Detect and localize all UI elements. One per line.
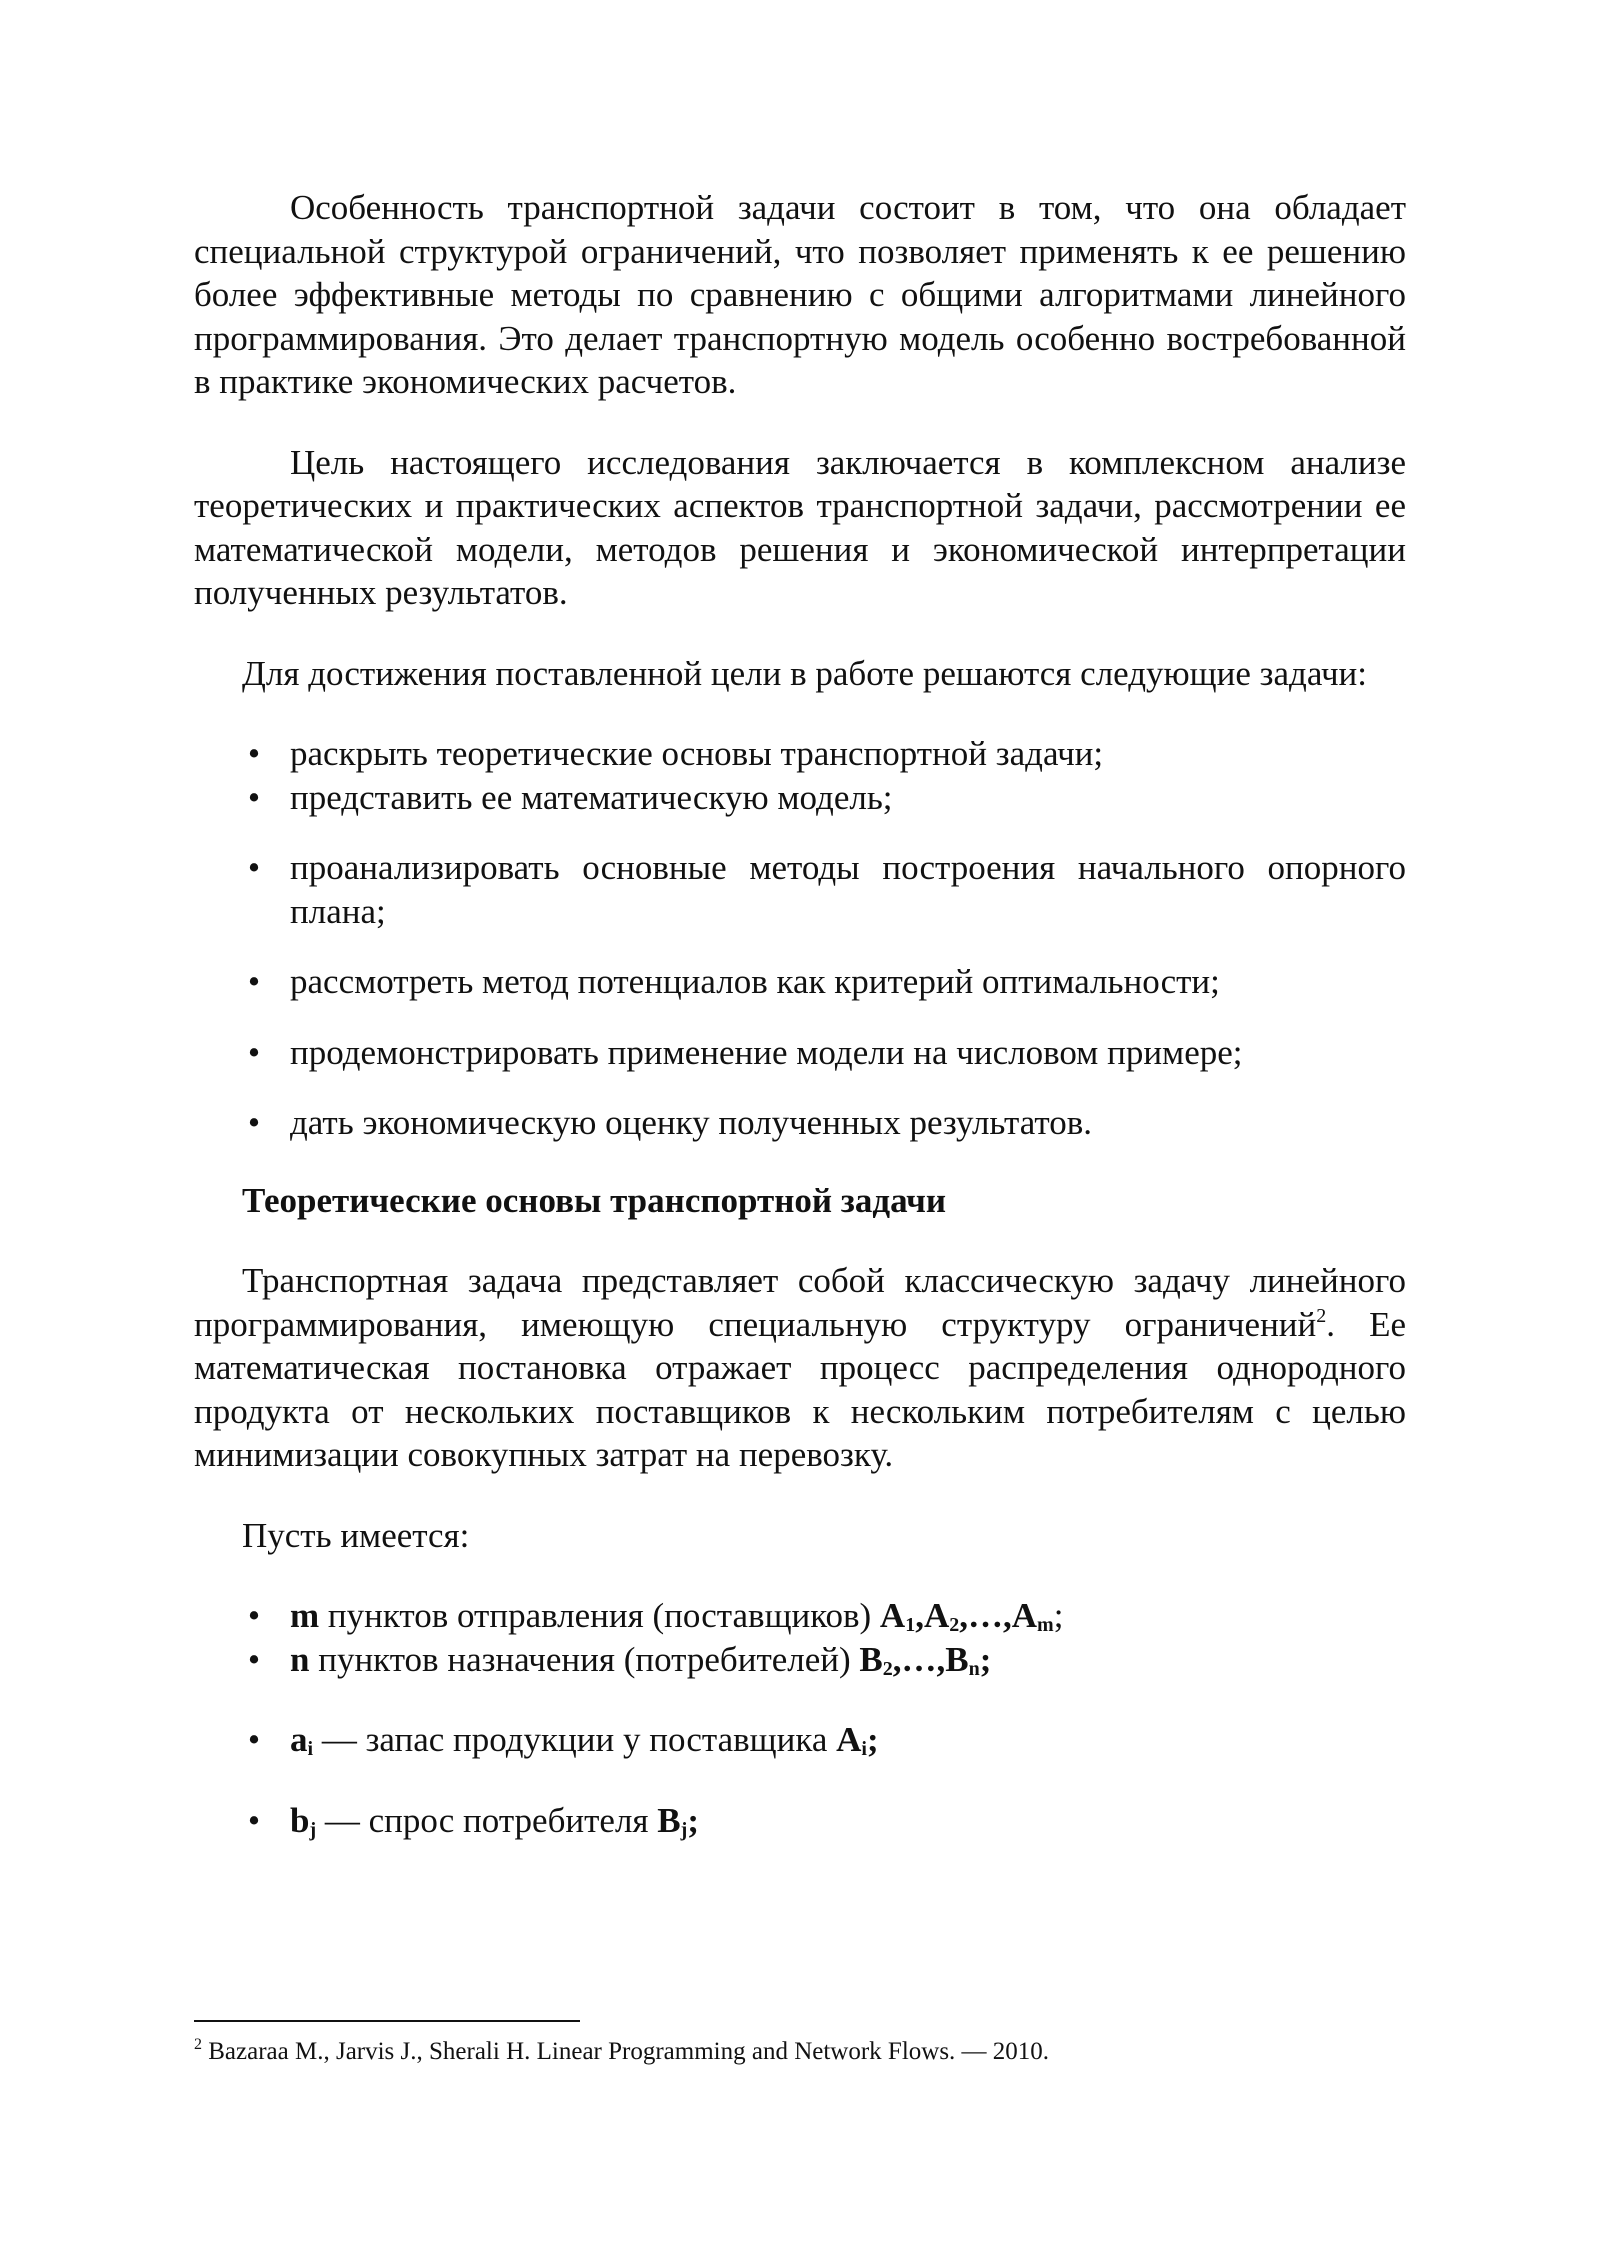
list-item: • представить ее математическую модель; bbox=[194, 776, 1406, 820]
list-item: • n пунктов назначения (потребителей) $B_2,\dots,B_n$; bbox=[194, 1638, 1406, 1682]
list-item: • проанализировать основные методы построения начального опорного плана; bbox=[194, 846, 1406, 933]
goal-paragraph: Цель настоящего исследования заключается в комплексном анализе теоретических и практических аспектов транспортной задачи, рассмотрении ее математической модели, методов решения и экономической интерпретации полученных результатов. bbox=[194, 442, 1406, 612]
section-paragraph: Транспортная задача представляет собой классическую задачу линейного программирования, имеющую специальную структуру ограничений$^2$. Ее математическая постановка отражает процесс распределения однородного продукта от нескольких поставщиков к нескольким потребителям с целью минимизации совокупных затрат на перевозку. bbox=[194, 1261, 1406, 1474]
footnote-divider bbox=[194, 2020, 580, 2022]
section-heading: Теоретические основы транспортной задачи bbox=[242, 1180, 947, 1220]
bullet-icon: • bbox=[247, 734, 261, 773]
let-paragraph: Пусть имеется: bbox=[242, 1515, 470, 1555]
footnote-number: 2 bbox=[194, 2036, 202, 2053]
bullet-icon: • bbox=[247, 848, 261, 887]
bullet-icon: • bbox=[247, 962, 261, 1001]
list-item: • продемонстрировать применение модели на числовом примере; bbox=[194, 1031, 1406, 1075]
footnote-text: Bazaraa M., Jarvis J., Sherali H. Linear Programming and Network Flows. — 2010. bbox=[202, 2038, 1050, 2065]
bullet-icon: • bbox=[247, 1596, 261, 1635]
bullet-icon: • bbox=[247, 1639, 261, 1679]
bullet-icon: • bbox=[247, 1800, 261, 1840]
bullet-icon: • bbox=[247, 777, 261, 817]
list-item: • рассмотреть метод потенциалов как критерий оптимальности; bbox=[194, 960, 1406, 1004]
list-item: • m пунктов отправления (поставщиков) $A_1,A_2,\dots,A_m$; bbox=[194, 1594, 1406, 1638]
list-item: • дать экономическую оценку полученных результатов. bbox=[194, 1101, 1406, 1145]
list-item: • $b_j$ — спрос потребителя $B_j$; bbox=[194, 1799, 1406, 1843]
bullet-icon: • bbox=[247, 1032, 261, 1072]
intro-paragraph: Особенность транспортной задачи состоит в том, что она обладает специальной структурой ограничений, что позволяет применять к ее решению более эффективные методы по сравнению с общими алгоритмами линейного программирования. Это делает транспортную модель особенно востребованной в практике экономических расчетов. bbox=[194, 188, 1406, 401]
supplier-set: $A_1,A_2,\dots,A_m$ bbox=[879, 1596, 1054, 1636]
footnote bbox=[194, 2036, 1406, 2068]
tasks-intro-paragraph: Для достижения поставленной цели в работе решаются следующие задачи: bbox=[242, 653, 1368, 693]
page-body bbox=[194, 186, 1406, 1842]
list-item: • $a_i$ — запас продукции у поставщика $A_i$; bbox=[194, 1718, 1406, 1762]
footnote-reference[interactable]: 2 bbox=[1316, 1304, 1327, 1327]
bullet-icon: • bbox=[247, 1103, 261, 1142]
bullet-icon: • bbox=[247, 1720, 261, 1759]
consumer-set: $B_2,\dots,B_n$; bbox=[859, 1639, 992, 1680]
tasks-list bbox=[194, 732, 1406, 1145]
variables-list bbox=[194, 1594, 1406, 1842]
list-item: • раскрыть теоретические основы транспортной задачи; bbox=[194, 732, 1406, 776]
